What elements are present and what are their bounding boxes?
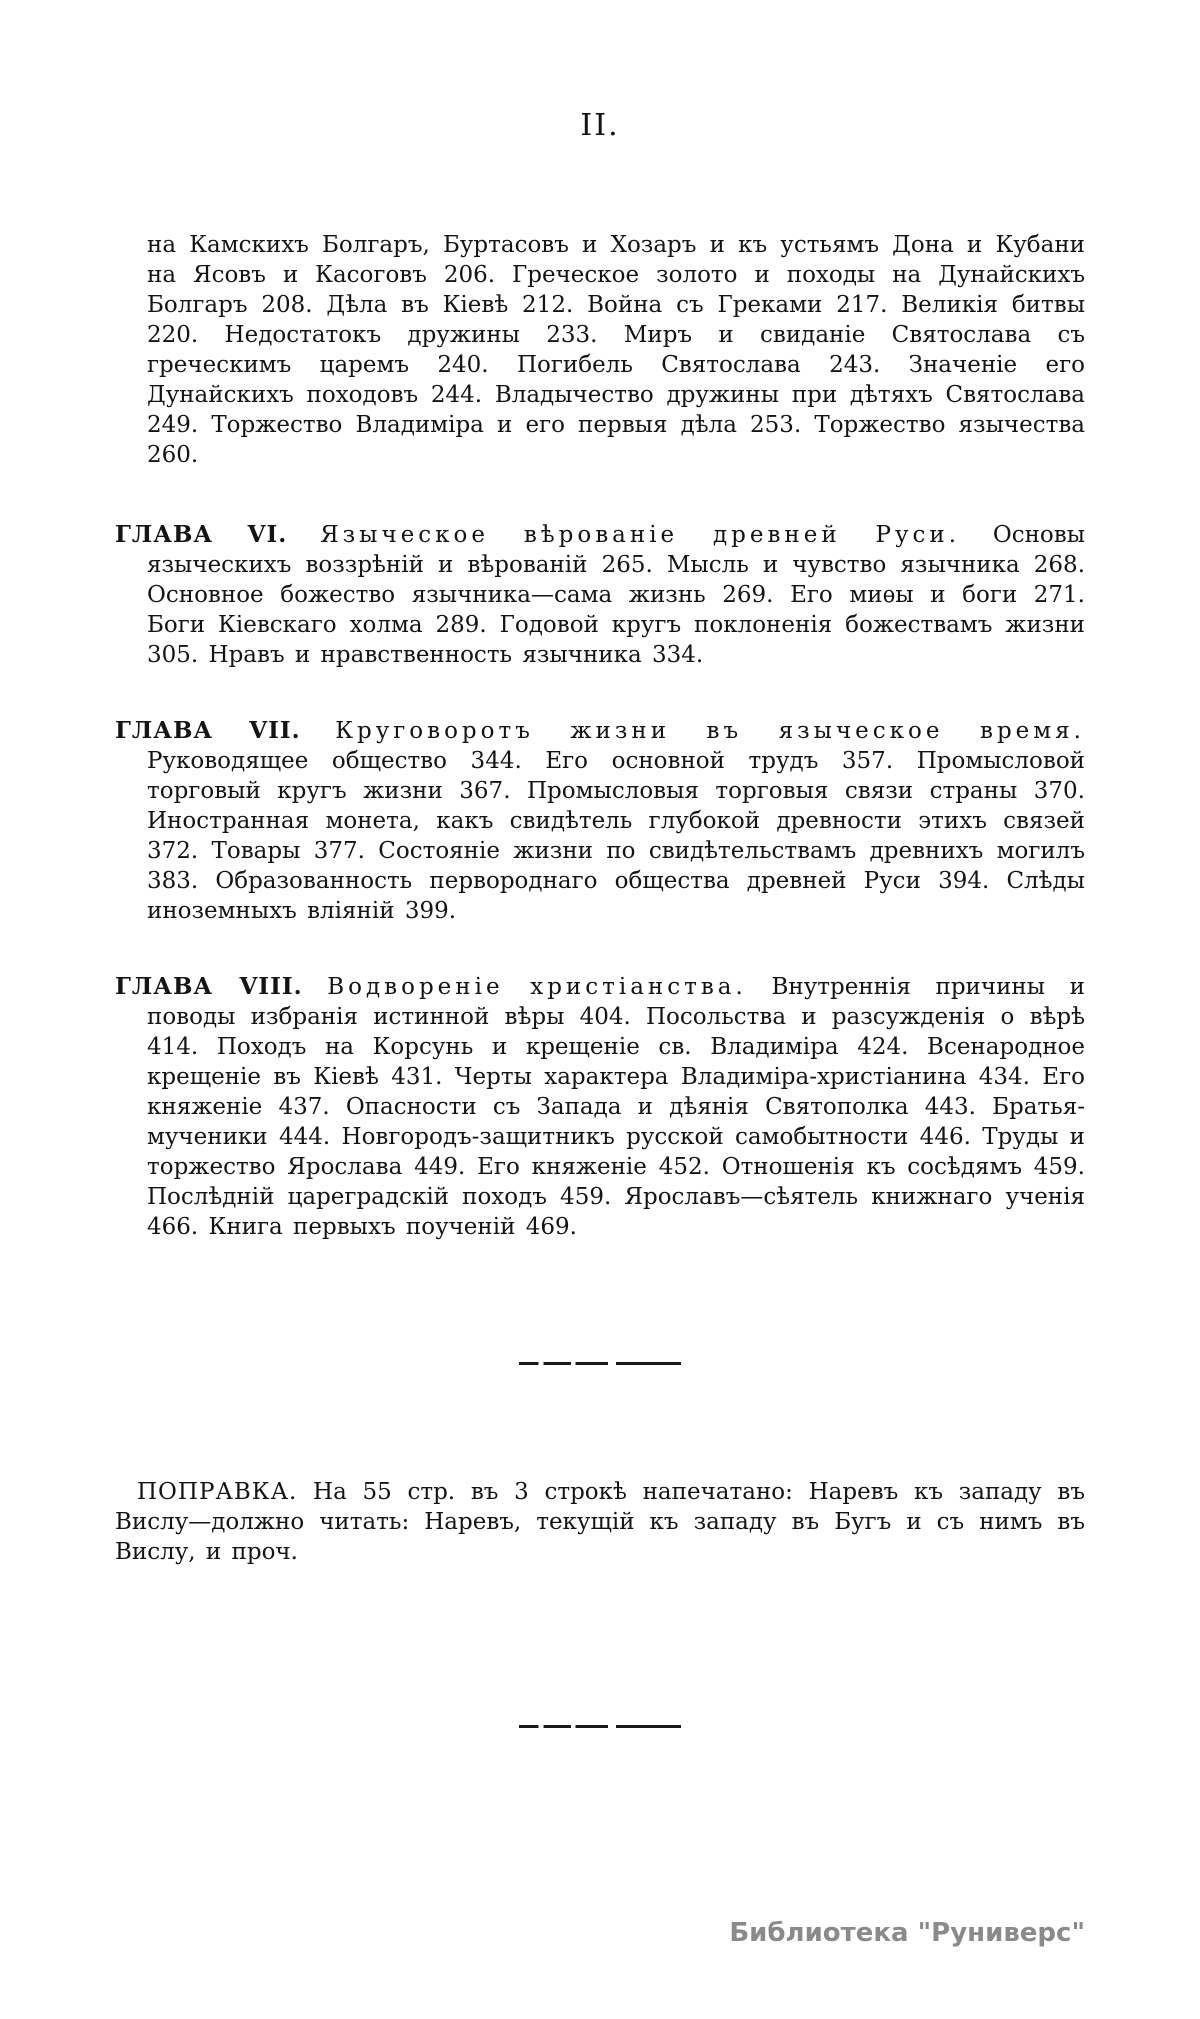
erratum-paragraph (115, 1477, 1085, 1567)
section-divider (519, 1362, 681, 1365)
section-divider (519, 1725, 681, 1728)
page-number-header: II. (580, 108, 620, 143)
chapter-title: Языческое вѣрованіе древней Руси. (320, 522, 961, 548)
chapter-label: ГЛАВА VII. (115, 717, 301, 744)
chapter-label: ГЛАВА VIII. (115, 973, 303, 1000)
chapter-entry-6 (115, 520, 1085, 670)
erratum-label: ПОПРАВКА. (137, 1479, 298, 1505)
chapter-entry-8 (115, 972, 1085, 1242)
toc-continuation-paragraph: на Камскихъ Болгаръ, Буртасовъ и Хозаръ и къ устьямъ Дона и Кубани на Ясовъ и Касоговъ 206. Греческое золото и походы на Дунайскихъ Болгаръ 208. Дѣла въ Кіевѣ 212. Война съ Греками 217. Великія битвы 220. Недостатокъ дружины 233. Миръ и свиданіе Святослава съ греческимъ царемъ 240. Погибель Святослава 243. Значеніе его Дунайскихъ походовъ 244. Владычество дружины при дѣтяхъ Святослава 249. Торжество Владиміра и его первыя дѣла 253. Торжество язычества 260. (147, 232, 1085, 468)
erratum-text: На 55 стр. въ 3 строкѣ напечатано: Наревъ къ западу въ Вислу—должно читать: Наревъ, текущій къ западу въ Бугъ и съ нимъ въ Вислу, и проч. (115, 1479, 1085, 1565)
chapter-label: ГЛАВА VI. (115, 521, 288, 548)
chapter-text: Основы языческихъ воззрѣній и вѣрованій 265. Мысль и чувство язычника 268. Основное божество язычника—сама жизнь 269. Его миѳы и боги 271. Боги Кіевскаго холма 289. Годовой кругъ поклоненія божествамъ жизни 305. Нравъ и нравственность язычника 334. (147, 522, 1086, 668)
scanned-book-page (0, 108, 1200, 2019)
chapter-entry-7 (115, 716, 1085, 926)
chapter-title: Водвореніе христіанства. (327, 974, 747, 1000)
chapter-text: Руководящее общество 344. Его основной трудъ 357. Промысловой торговый кругъ жизни 367. Промысловыя торговыя связи страны 370. Иностранная монета, какъ свидѣтель глубокой древности этихъ связей 372. Товары 377. Состояніе жизни по свидѣтельствамъ древнихъ могилъ 383. Образованность первороднаго общества древней Руси 394. Слѣды иноземныхъ вліяній 399. (147, 748, 1085, 924)
chapter-text: Внутреннія причины и поводы избранія истинной вѣры 404. Посольства и разсужденія о вѣрѣ 414. Походъ на Корсунь и крещеніе св. Владиміра 424. Всенародное крещеніе въ Кіевѣ 431. Черты характера Владиміра-христіанина 434. Его княженіе 437. Опасности съ Запада и дѣянія Святополка 443. Братья-мученики 444. Новгородъ-защитникъ русской самобытности 446. Труды и торжество Ярослава 449. Его княженіе 452. Отношенія къ сосѣдямъ 459. Послѣдній цареградскій походъ 459. Ярославъ—сѣятель книжнаго ученія 466. Книга первыхъ поученій 469. (147, 974, 1086, 1240)
chapter-title: Круговоротъ жизни въ языческое время. (335, 718, 1085, 744)
library-watermark: Библиотека "Руниверс" (729, 1918, 1085, 1948)
